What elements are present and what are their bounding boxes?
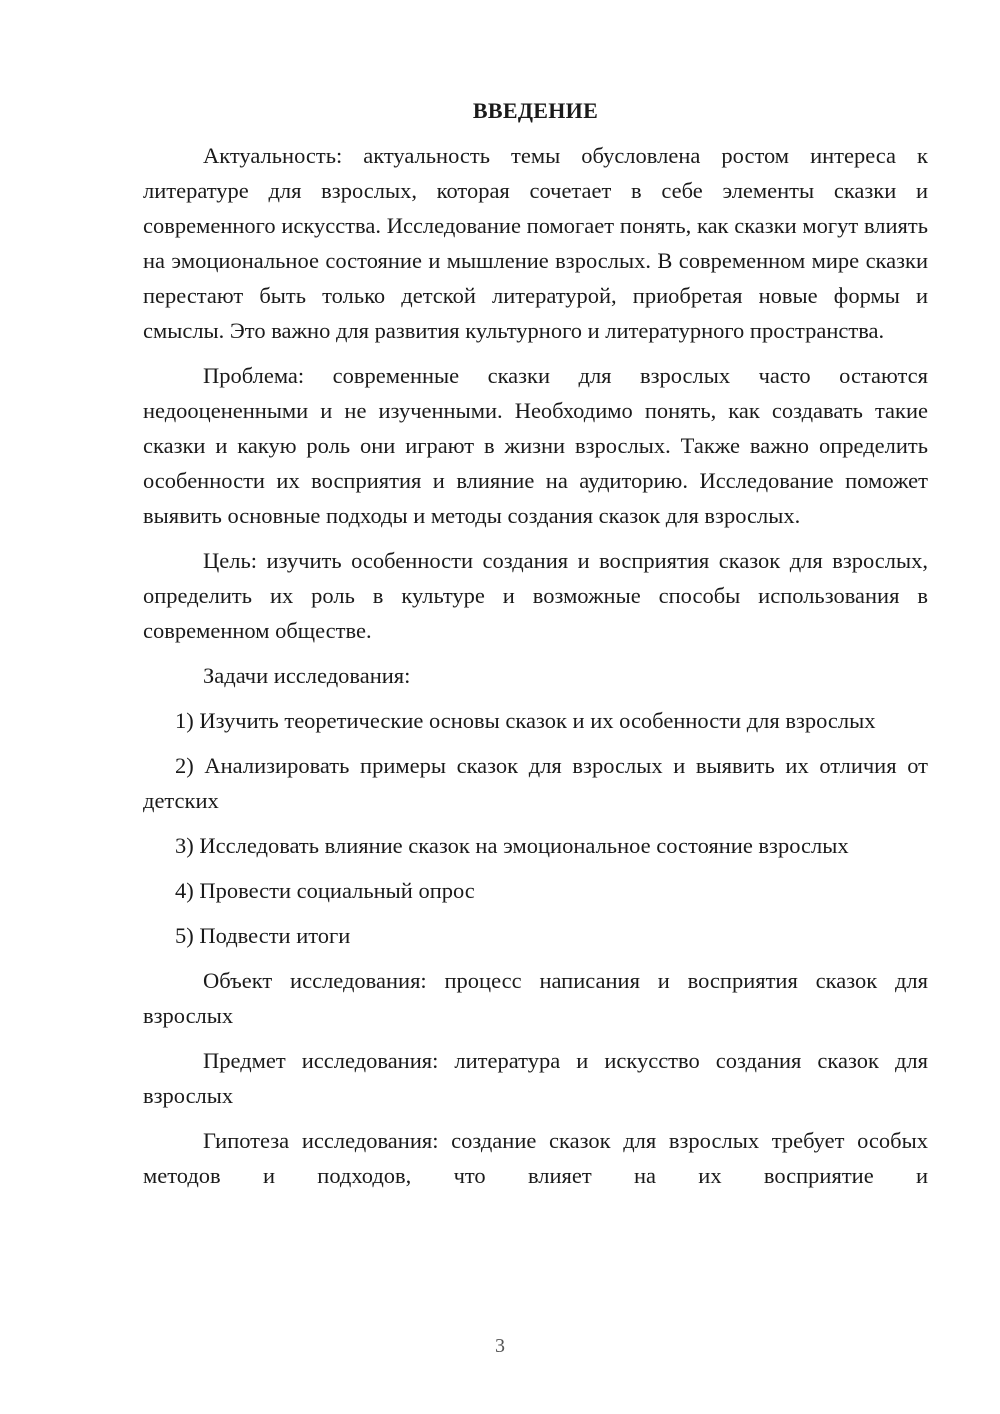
paragraph-relevance: Актуальность: актуальность темы обусловлена ростом интереса к литературе для взрослых, которая сочетает в себе элементы сказки и современного искусства. Исследование помогает понять, как сказки могут влиять на эмоциональное состояние и мышление взрослых. В современном мире сказки перестают быть только детской литературой, приобретая новые формы и смыслы. Это важно для развития культурного и литературного пространства.: [143, 143, 928, 343]
paragraph-object: Объект исследования: процесс написания и восприятия сказок для взрослых: [143, 968, 928, 1028]
tasks-heading: Задачи исследования:: [203, 663, 411, 688]
task-item-2: 2) Анализировать примеры сказок для взрослых и выявить их отличия от детских: [143, 753, 928, 813]
task-item-1: 1) Изучить теоретические основы сказок и их особенности для взрослых: [175, 708, 876, 733]
paragraph-subject: Предмет исследования: литература и искусство создания сказок для взрослых: [143, 1048, 928, 1108]
page-content: [143, 93, 928, 1203]
page-number: 3: [495, 1335, 505, 1357]
paragraph-problem: Проблема: современные сказки для взрослых часто остаются недооцененными и не изученными. Необходимо понять, как создавать такие сказки и какую роль они играют в жизни взрослых. Также важно определить особенности их восприятия и влияние на аудиторию. Исследование поможет выявить основные подходы и методы создания сказок для взрослых.: [143, 363, 928, 528]
task-item-3: 3) Исследовать влияние сказок на эмоциональное состояние взрослых: [175, 833, 849, 858]
task-item-5: 5) Подвести итоги: [175, 923, 351, 948]
paragraph-goal: Цель: изучить особенности создания и восприятия сказок для взрослых, определить их роль в культуре и возможные способы использования в современном обществе.: [143, 548, 928, 643]
paragraph-hypothesis: Гипотеза исследования: создание сказок для взрослых требует особых методов и подходов, что влияет на их восприятие и: [143, 1128, 928, 1188]
page-title: ВВЕДЕНИЕ: [472, 98, 599, 123]
task-item-4: 4) Провести социальный опрос: [175, 878, 475, 903]
